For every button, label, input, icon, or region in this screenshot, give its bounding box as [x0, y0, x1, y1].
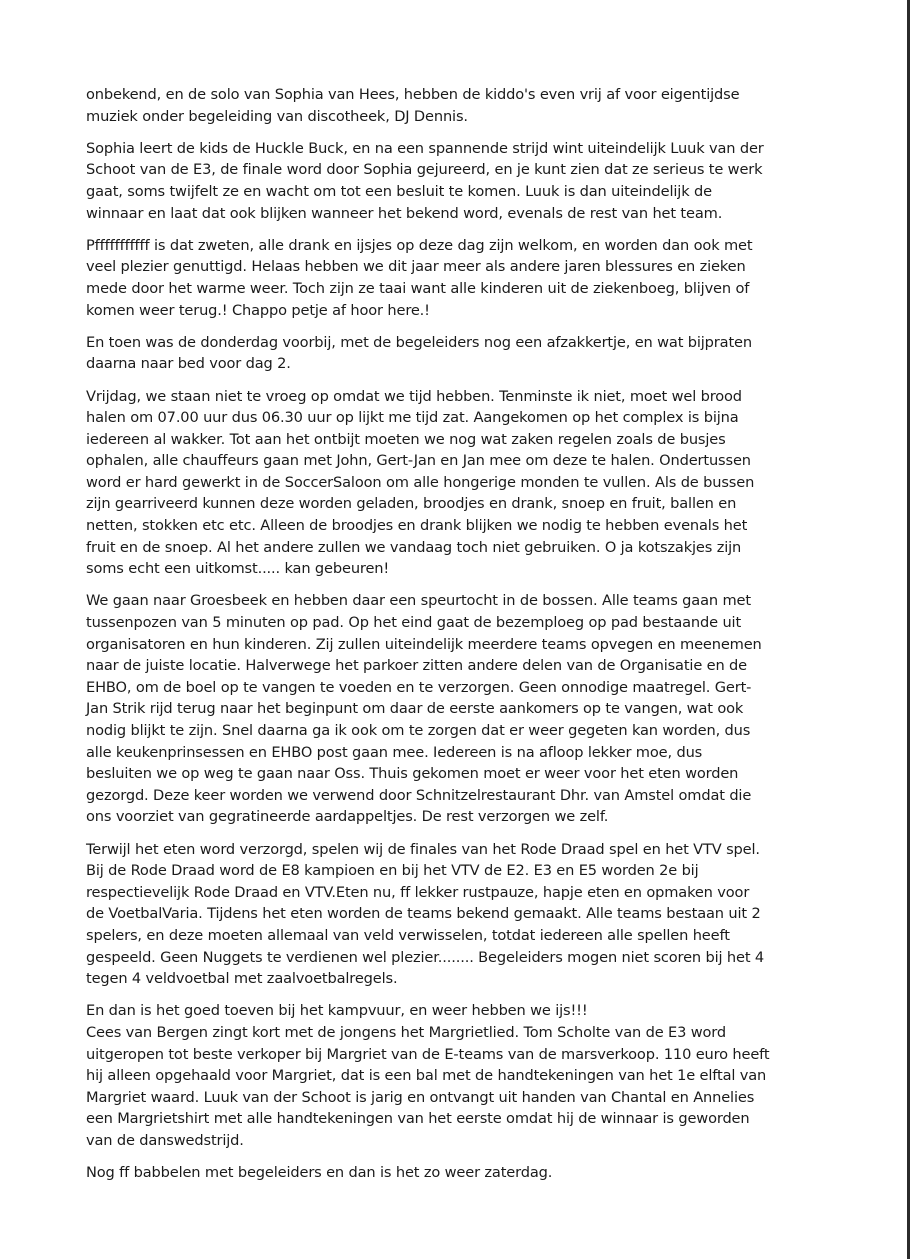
text-line: soms echt een uitkomst..... kan gebeuren!: [86, 560, 390, 578]
text-line: uitgeropen tot beste verkoper bij Margriet van de E-teams van de marsverkoop. 110 euro heeft: [86, 1045, 770, 1063]
text-line: veel plezier genuttigd. Helaas hebben we dit jaar meer als andere jaren blessures en zieken: [86, 258, 746, 276]
text-line: fruit en de snoep. Al het andere zullen we vandaag toch niet gebruiken. O ja kotszakjes zijn: [86, 538, 742, 556]
text-line: alle keukenprinsessen en EHBO post gaan mee. Iedereen is na afloop lekker moe, dus: [86, 743, 703, 761]
paragraph: [86, 332, 846, 375]
text-line: besluiten we op weg te gaan naar Oss. Thuis gekomen moet er weer voor het eten worden: [86, 765, 739, 783]
paragraph: [86, 1162, 846, 1184]
paragraph: [86, 235, 846, 321]
text-line: winnaar en laat dat ook blijken wanneer het bekend word, evenals de rest van het team.: [86, 204, 723, 222]
text-line: Nog ff babbelen met begeleiders en dan is het zo weer zaterdag.: [86, 1164, 553, 1182]
text-line: Cees van Bergen zingt kort met de jongens het Margrietlied. Tom Scholte van de E3 word: [86, 1023, 726, 1041]
text-line: Vrijdag, we staan niet te vroeg op omdat we tijd hebben. Tenminste ik niet, moet wel brood: [86, 387, 742, 405]
text-line: een Margrietshirt met alle handtekeningen van het eerste omdat hij de winnaar is geworden: [86, 1110, 750, 1128]
text-line: hij alleen opgehaald voor Margriet, dat is een bal met de handtekeningen van het 1e elftal van: [86, 1067, 767, 1085]
text-line: gezorgd. Deze keer worden we verwend door Schnitzelrestaurant Dhr. van Amstel omdat die: [86, 786, 752, 804]
text-line: spelers, en deze moeten allemaal van veld verwisselen, totdat iedereen alle spellen heeft: [86, 926, 730, 944]
text-line: iedereen al wakker. Tot aan het ontbijt moeten we nog wat zaken regelen zoals de busjes: [86, 430, 726, 448]
text-line: mede door het warme weer. Toch zijn ze taai want alle kinderen uit de ziekenboeg, blijven of: [86, 279, 750, 297]
text-line: gespeeld. Geen Nuggets te verdienen wel plezier........ Begeleiders mogen niet scoren bij het 4: [86, 948, 765, 966]
text-line: Jan Strik rijd terug naar het beginpunt om daar de eerste aankomers op te vangen, wat ook: [86, 700, 744, 718]
text-line: naar de juiste locatie. Halverwege het parkoer zitten andere delen van de Organisatie en de: [86, 657, 748, 675]
text-line: nodig blijkt te zijn. Snel daarna ga ik ook om te zorgen dat er weer gegeten kan worden, dus: [86, 722, 751, 739]
text-line: Bij de Rode Draad word de E8 kampioen en bij het VTV de E2. E3 en E5 worden 2e bij: [86, 862, 699, 880]
text-line: En dan is het goed toeven bij het kampvuur, en weer hebben we ijs!!!: [86, 1002, 588, 1020]
text-line: Terwijl het eten word verzorgd, spelen wij de finales van het Rode Draad spel en het VTV spel.: [86, 840, 760, 858]
text-line: onbekend, en de solo van Sophia van Hees, hebben de kiddo's even vrij af voor eigentijdse: [86, 86, 740, 103]
text-line: van de danswedstrijd.: [86, 1131, 244, 1149]
document-body: [86, 84, 846, 1184]
text-line: organisatoren en hun kinderen. Zij zullen uiteindelijk meerdere teams opvegen en meenemen: [86, 635, 762, 653]
text-line: ophalen, alle chauffeurs gaan met John, Gert-Jan en Jan mee om deze te halen. Ondertussen: [86, 452, 751, 470]
text-line: respectievelijk Rode Draad en VTV.Eten nu, ff lekker rustpauze, hapje eten en opmaken voor: [86, 883, 750, 901]
text-line: Margriet waard. Luuk van der Schoot is jarig en ontvangt uit handen van Chantal en Annelies: [86, 1088, 755, 1106]
text-line: tussenpozen van 5 minuten op pad. Op het eind gaat de bezemploeg op pad bestaande uit: [86, 614, 742, 632]
text-line: word er hard gewerkt in de SoccerSaloon om alle hongerige monden te vullen. Als de bussen: [86, 473, 755, 491]
text-line: halen om 07.00 uur dus 06.30 uur op lijkt me tijd zat. Aangekomen op het complex is bijna: [86, 409, 739, 427]
paragraph: [86, 1000, 846, 1151]
text-line: netten, stokken etc etc. Alleen de broodjes en drank blijken we nodig te hebben evenals het: [86, 517, 748, 535]
text-line: Sophia leert de kids de Huckle Buck, en na een spannende strijd wint uiteindelijk Luuk van der: [86, 139, 764, 157]
text-line: Pfffffffffff is dat zweten, alle drank en ijsjes op deze dag zijn welkom, en worden dan ook met: [86, 236, 753, 254]
paragraph: [86, 839, 846, 990]
text-line: gaat, soms twijfelt ze en wacht om tot een besluit te komen. Luuk is dan uiteindelijk de: [86, 182, 712, 200]
text-line: EHBO, om de boel op te vangen te voeden en te verzorgen. Geen onnodige maatregel. Gert-: [86, 678, 752, 696]
paragraph: [86, 590, 846, 828]
text-line: zijn gearriveerd kunnen deze worden geladen, broodjes en drank, snoep en fruit, ballen en: [86, 495, 737, 513]
text-line: de VoetbalVaria. Tijdens het eten worden de teams bekend gemaakt. Alle teams bestaan uit 2: [86, 905, 761, 923]
text-line: Schoot van de E3, de finale word door Sophia gejureerd, en je kunt zien dat ze serieus te werk: [86, 161, 763, 179]
paragraph: [86, 138, 846, 224]
text-line: En toen was de donderdag voorbij, met de begeleiders nog een afzakkertje, en wat bijpraten: [86, 333, 752, 351]
text-line: ons voorziet van gegratineerde aardappeltjes. De rest verzorgen we zelf.: [86, 808, 609, 826]
paragraph: [86, 386, 846, 580]
text-line: muziek onder begeleiding van discotheek, DJ Dennis.: [86, 107, 468, 125]
text-line: We gaan naar Groesbeek en hebben daar een speurtocht in de bossen. Alle teams gaan met: [86, 592, 751, 610]
text-line: komen weer terug.! Chappo petje af hoor here.!: [86, 301, 430, 319]
text-line: tegen 4 veldvoetbal met zaalvoetbalregels.: [86, 970, 398, 988]
paragraph: [86, 84, 846, 127]
text-line: daarna naar bed voor dag 2.: [86, 355, 291, 373]
